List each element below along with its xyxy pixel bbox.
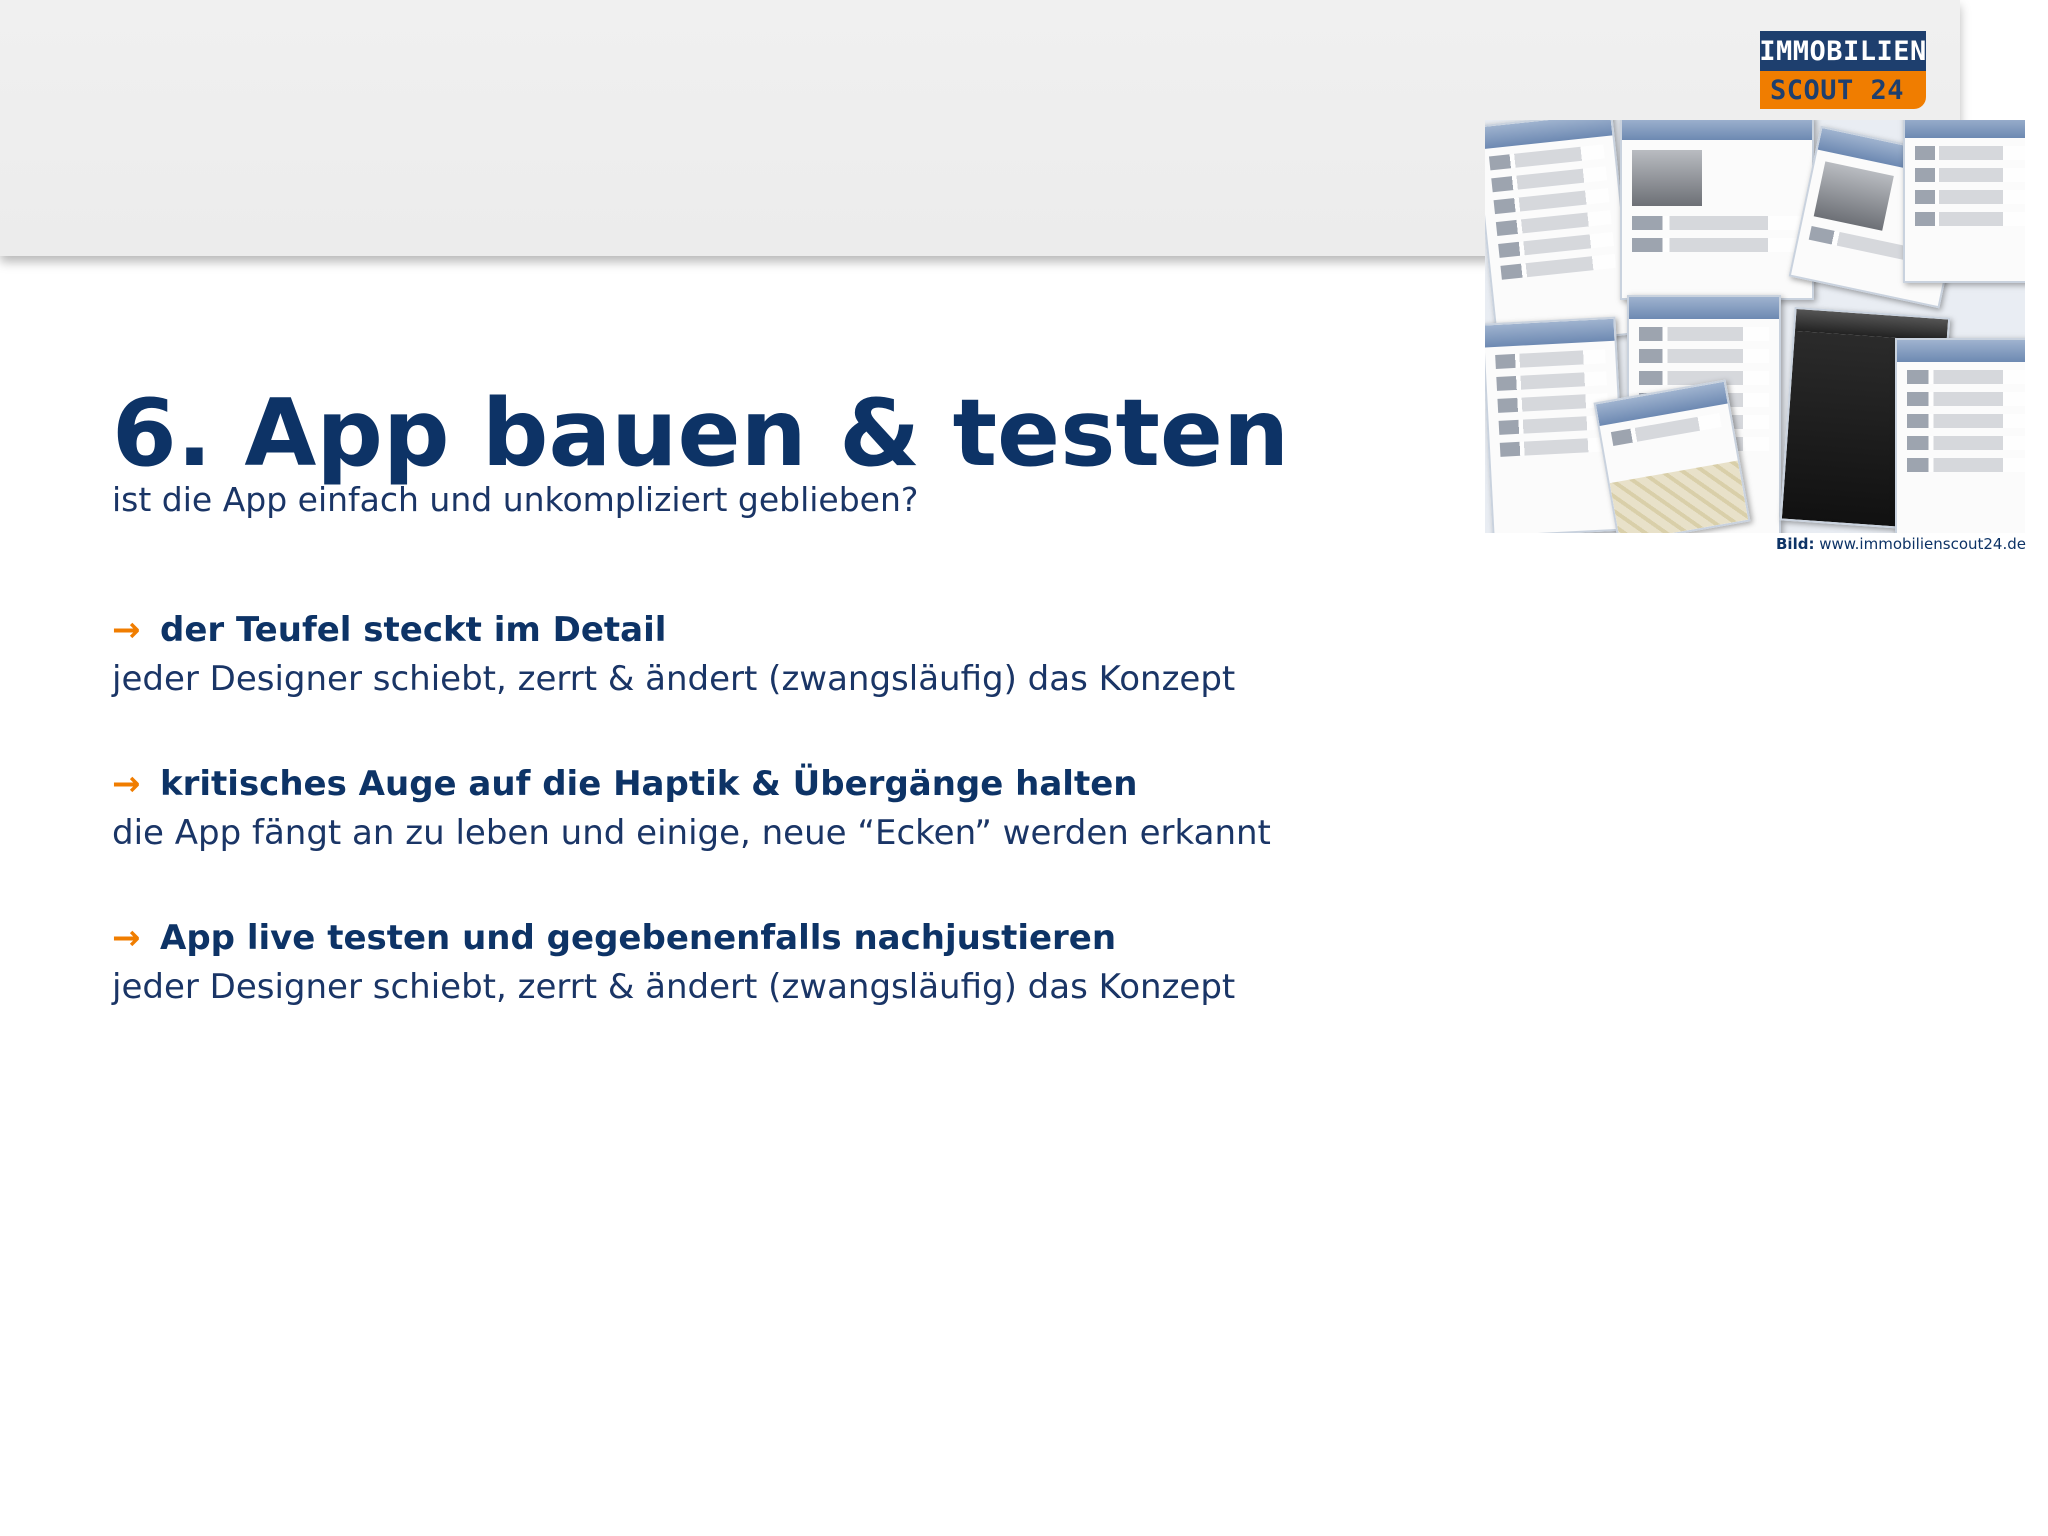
app-screen-list [1485,120,1635,349]
app-screen-termine [1895,338,2025,533]
image-caption [1776,535,2026,553]
app-screenshots-collage [1485,120,2025,533]
caption-source: www.immobilienscout24.de [1819,535,2026,553]
caption-label: Bild: [1776,535,1815,553]
point-1 [112,607,1235,699]
point-body: jeder Designer schiebt, zerrt & ändert (zwangsläufig) das Konzept [112,659,1236,699]
point-heading: kritisches Auge auf die Haptik & Übergänge halten [160,764,1138,804]
immobilienscout24-logo [1760,31,1926,111]
logo-line2: SCOUT 24 [1760,71,1926,109]
point-2 [112,761,1271,853]
point-body: jeder Designer schiebt, zerrt & ändert (zwangsläufig) das Konzept [112,967,1236,1007]
arrow-right-icon: → [112,918,141,958]
point-body: die App fängt an zu leben und einige, neue “Ecken” werden erkannt [112,813,1271,853]
arrow-right-icon: → [112,610,141,650]
point-heading: App live testen und gegebenenfalls nachjustieren [160,918,1117,958]
point-3 [112,915,1235,1007]
app-screen-map [1594,379,1751,533]
logo-line1: IMMOBILIEN [1760,31,1926,71]
app-screen-details [1620,120,1814,300]
point-heading: der Teufel steckt im Detail [160,610,667,650]
slide-subtitle: ist die App einfach und unkompliziert geblieben? [112,480,919,519]
arrow-right-icon: → [112,764,141,804]
app-screen-contact [1903,120,2025,283]
slide-title: 6. App bauen & testen [112,379,1290,487]
